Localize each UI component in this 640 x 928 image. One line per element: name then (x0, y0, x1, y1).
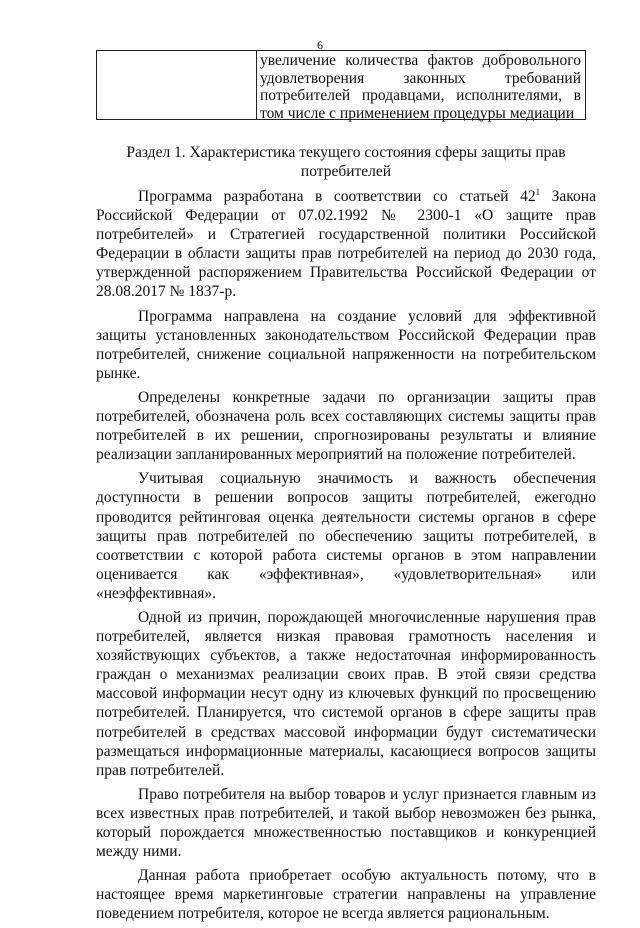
page-number: 6 (317, 38, 323, 52)
paragraph-1-rest: Закона Российской Федерации от 07.02.1992 № 2300-1 «О защите прав потребителей» и Стратегией государственной политики Российской Федерации в области защиты прав потребителей на период до 2030 года, утвержденной распоряжением Правительства Российской Федерации от 28.08.2017 № 1837-р. (96, 188, 596, 301)
section-title: Раздел 1. Характеристика текущего состояния сферы защиты прав потребителей (126, 144, 566, 180)
paragraph-4: Учитывая социальную значимость и важность обеспечения доступности в решении вопросов защиты потребителей, ежегодно проводится рейтинговая оценка деятельности системы органов в сфере защиты прав потребителей по обеспечению защиты потребителей, в соответствии с которой работа системы органов в этом направлении оценивается как «эффективная», «удовлетворительная» или «неэффективная». (96, 470, 596, 602)
paragraph-3: Определены конкретные задачи по организации защиты прав потребителей, обозначена роль всех составляющих системы защиты прав потребителей в их решении, спрогнозированы результаты и влияние реализации запланированных мероприятий на положение потребителей. (96, 388, 596, 464)
paragraph-6: Право потребителя на выбор товаров и услуг признается главным из всех известных прав потребителей, и такой выбор невозможен без рынка, который порождается множественностью поставщиков и конкуренцией между ними. (96, 785, 596, 861)
paragraph-1-start: Программа разработана в соответствии со статьей 42 (138, 188, 536, 205)
continuation-table (96, 50, 586, 120)
footnote-superscript: 1 (535, 187, 541, 197)
document-body (96, 187, 596, 928)
paragraph-1 (96, 187, 596, 302)
paragraph-5: Одной из причин, порождающей многочисленные нарушения прав потребителей, является низкая правовая грамотность населения и хозяйствующих субъектов, а также недостаточная информированность граждан о механизмах реализации своих прав. В этой связи средства массовой информации несут одну из ключевых функций по просвещению потребителей. Планируется, что системой органов в сфере защиты прав потребителей в средствах массовой информации будут систематически размещаться информационные материалы, касающиеся вопросов защиты прав потребителей. (96, 608, 596, 779)
table-right-cell: увеличение количества фактов добровольного удовлетворения законных требований потребителей продавцами, исполнителями, в том числе с применением процедуры медиации (260, 52, 581, 122)
paragraph-7: Данная работа приобретает особую актуальность потому, что в настоящее время маркетинговые стратегии направлены на управление поведением потребителя, которое не всегда является рациональным. (96, 867, 596, 923)
paragraph-2: Программа направлена на создание условий для эффективной защиты установленных законодательством Российской Федерации прав потребителей, снижение социальной напряженности на потребительском рынке. (96, 307, 596, 382)
table-left-cell (97, 51, 257, 119)
